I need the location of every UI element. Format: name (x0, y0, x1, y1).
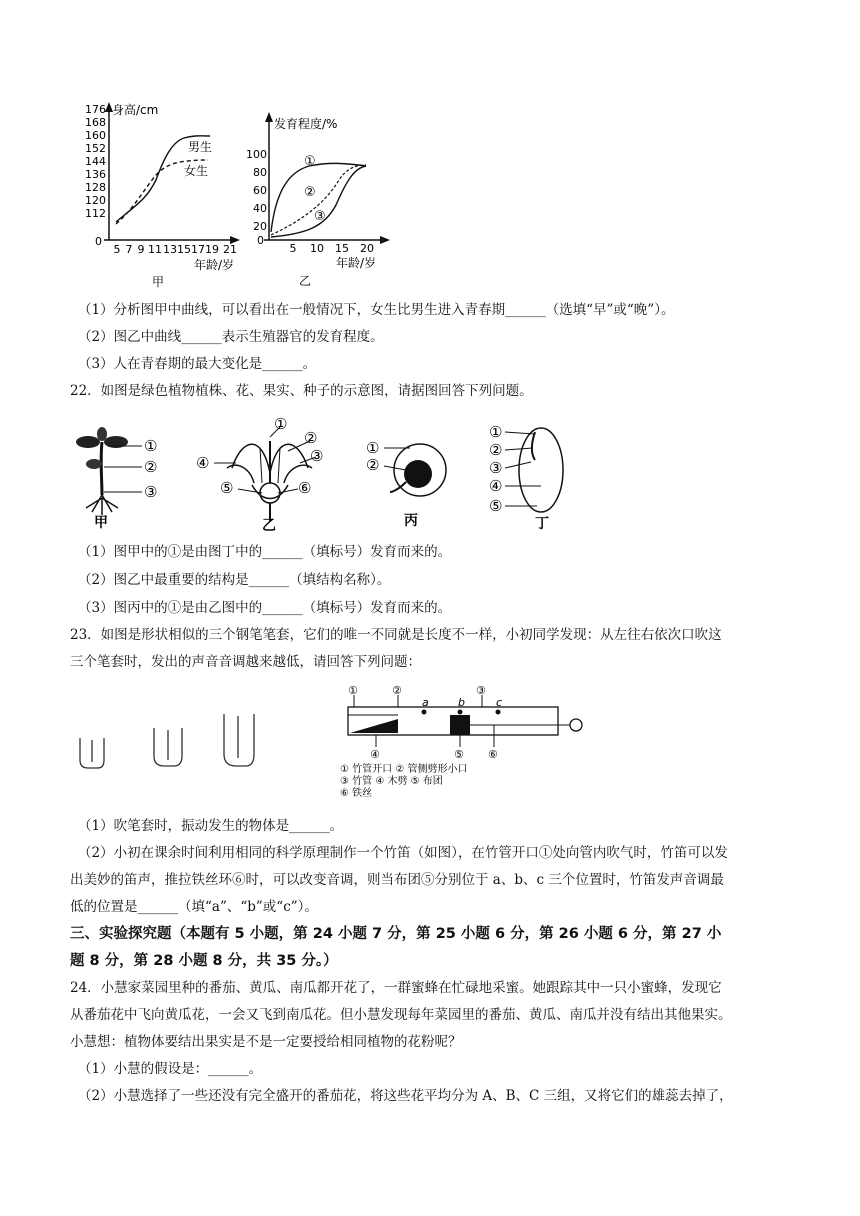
position-c: c (496, 696, 503, 709)
curve-3-label: ③ (314, 209, 326, 224)
x-tick: 20 (360, 242, 374, 255)
label-1: ① (144, 437, 158, 455)
label-3: ③ (310, 447, 324, 465)
x-tick: 13 (163, 243, 177, 256)
y-tick: 168 (85, 116, 106, 129)
x-tick-labels (114, 243, 238, 256)
caption-jia: 甲 (94, 515, 108, 531)
label-2: ② (392, 685, 402, 697)
q21-question-2: （2）图乙中曲线______表示生殖器官的发育程度。 (78, 329, 384, 345)
figure-jia-height-chart (84, 100, 254, 290)
x-tick: 9 (137, 243, 145, 256)
figure-fruit-bing (362, 430, 462, 530)
label-1: ① (348, 685, 358, 697)
q24-question-1: （1）小慧的假设是：______。 (78, 1061, 263, 1077)
q24-question-2: （2）小慧选择了一些还没有完全盛开的番茄花，将这些花平均分为 A、B、C 三组，又将它们的雄蕊去掉了， (78, 1088, 733, 1104)
q21-question-3: （3）人在青春期的最大变化是______。 (78, 356, 317, 372)
label-1: ① (366, 439, 380, 457)
label-4: ④ (370, 748, 380, 761)
curve-2-label: ② (304, 185, 316, 200)
x-tick: 11 (148, 243, 162, 256)
legend-line3: ⑥ 铁丝 (340, 788, 373, 799)
caption-bing: 丙 (404, 513, 418, 529)
origin-label: 0 (257, 234, 264, 247)
curve-1-label: ① (304, 154, 316, 169)
label-2: ② (304, 429, 318, 447)
x-tick: 21 (223, 243, 237, 256)
y-tick: 136 (85, 168, 106, 181)
x-tick: 5 (113, 243, 121, 256)
label-4: ④ (489, 477, 503, 495)
label-6: ⑥ (298, 479, 312, 497)
label-1: ① (274, 415, 288, 433)
y-tick-labels (85, 103, 106, 220)
q22-question-3: （3）图丙中的①是由乙图中的______（填标号）发育而来的。 (78, 600, 452, 616)
position-b: b (458, 696, 465, 709)
label-5: ⑤ (454, 748, 464, 761)
y-tick: 100 (246, 148, 267, 161)
x-tick: 15 (177, 243, 191, 256)
y-tick: 60 (253, 184, 267, 197)
caption-yi: 乙 (262, 518, 276, 533)
x-axis-label: 年龄/岁 (336, 256, 377, 270)
label-4: ④ (196, 454, 210, 472)
section-heading-line1: 三、实验探究题（本题有 5 小题，第 24 小题 7 分，第 25 小题 6 分，第 26 小题 6 分，第 27 小 (70, 926, 722, 942)
label-2: ② (489, 441, 503, 459)
caption-ding: 丁 (535, 516, 549, 532)
q23-question-2-line1: （2）小初在课余时间利用相同的科学原理制作一个竹笛（如图），在竹管开口①处向管内吹气时，竹笛可以发 (78, 845, 728, 861)
x-tick: 7 (125, 243, 133, 256)
label-3: ③ (476, 685, 486, 697)
y-tick: 80 (253, 166, 267, 179)
figure-pen-caps (70, 700, 270, 780)
label-3: ③ (144, 483, 158, 501)
x-tick: 10 (310, 242, 324, 255)
q23-stem-line1: 23．如图是形状相似的三个钢笔笔套，它们的唯一不同就是长度不一样，小初同学发现：从左往右依次口吹这 (70, 627, 722, 643)
q23-question-2-line3: 低的位置是______（填“a”、“b”或“c”）。 (70, 899, 318, 915)
y-axis-label: 发育程度/% (274, 117, 338, 131)
y-tick: 176 (85, 103, 106, 116)
y-tick: 144 (85, 155, 106, 168)
y-tick: 160 (85, 129, 106, 142)
boy-label: 男生 (188, 140, 213, 154)
label-6: ⑥ (488, 748, 498, 761)
curve-3 (271, 166, 366, 237)
label-1: ① (489, 423, 503, 441)
q23-question-1: （1）吹笔套时，振动发生的物体是______。 (78, 818, 344, 834)
q23-question-2-line2: 出美妙的笛声，推拉铁丝环⑥时，可以改变音调，则当布团⑤分别位于 a、b、c 三个位置时，竹笛发声音调最 (70, 872, 724, 888)
y-tick-labels (246, 148, 267, 233)
caption-yi: 乙 (299, 274, 312, 288)
q24-paragraph-line3: 小慧想：植物体要结出果实是不是一定要授给相同植物的花粉呢？ (70, 1034, 462, 1050)
x-axis-label: 年龄/岁 (194, 258, 235, 272)
x-tick: 19 (205, 243, 219, 256)
x-tick: 17 (191, 243, 205, 256)
y-axis-label: 身高/cm (112, 103, 159, 117)
q22-question-1: （1）图甲中的①是由图丁中的______（填标号）发育而来的。 (78, 544, 452, 560)
q22-stem: 22．如图是绿色植物植株、花、果实、种子的示意图，请据图回答下列问题。 (70, 383, 533, 399)
section-heading-line2: 题 8 分，第 28 小题 8 分，共 35 分。） (70, 953, 338, 969)
y-tick: 112 (85, 207, 106, 220)
q22-question-2: （2）图乙中最重要的结构是______（填结构名称）。 (78, 572, 391, 588)
figure-plant-jia (72, 420, 172, 532)
label-2: ② (144, 458, 158, 476)
girl-label: 女生 (184, 164, 209, 178)
q23-stem-line2: 三个笔套时，发出的声音音调越来越低，请回答下列问题： (70, 654, 421, 670)
y-tick: 152 (85, 142, 106, 155)
x-tick: 15 (335, 242, 349, 255)
figure-yi-development-chart (244, 110, 404, 290)
origin-label: 0 (95, 235, 102, 248)
y-tick: 20 (253, 220, 267, 233)
y-tick: 120 (85, 194, 106, 207)
label-3: ③ (489, 459, 503, 477)
q24-paragraph-line1: 24．小慧家菜园里种的番茄、黄瓜、南瓜都开花了，一群蜜蜂在忙碌地采蜜。她跟踪其中一只小蜜蜂，发现它 (70, 980, 722, 996)
label-5: ⑤ (220, 479, 234, 497)
figure-flower-yi (192, 413, 342, 533)
x-tick-labels (290, 242, 375, 255)
x-tick: 5 (289, 242, 297, 255)
caption-jia: 甲 (152, 275, 165, 289)
position-a: a (422, 696, 429, 709)
label-5: ⑤ (489, 497, 503, 515)
label-2: ② (366, 456, 380, 474)
y-tick: 128 (85, 181, 106, 194)
legend-line1: ① 竹管开口 ② 管侧劈形小口 (340, 764, 468, 775)
figure-seed-ding (485, 420, 585, 532)
figure-bamboo-flute (338, 685, 588, 800)
legend-line2: ③ 竹管 ④ 木劈 ⑤ 布团 (340, 776, 443, 787)
y-tick: 40 (253, 202, 267, 215)
q21-question-1: （1）分析图甲中曲线，可以看出在一般情况下，女生比男生进入青春期______（选填“早”或“晚”）。 (78, 302, 675, 318)
q24-paragraph-line2: 从番茄花中飞向黄瓜花，一会又飞到南瓜花。但小慧发现每年菜园里的番茄、黄瓜、南瓜并没有结出其他果实。 (70, 1007, 732, 1023)
